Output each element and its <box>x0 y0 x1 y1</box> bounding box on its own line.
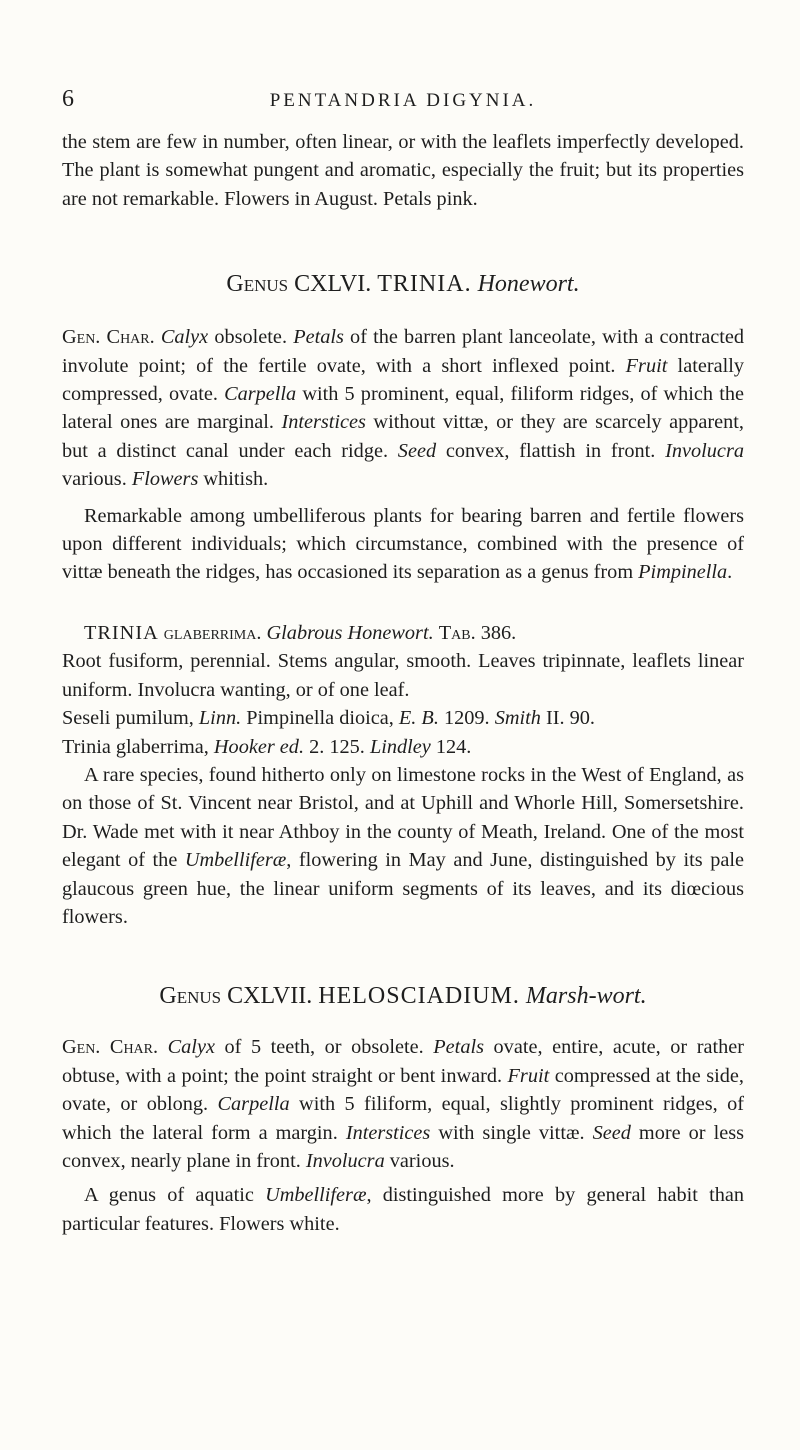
flowers-text: whitish. <box>198 468 269 491</box>
genus-146-label: Genus CXLVI. <box>226 271 372 298</box>
interstices-term: Interstices <box>281 411 366 434</box>
species-description: Root fusiform, perennial. Stems angular, smooth. Leaves tripinnate, leaflets linear uniform. Involucra wanting, or of one leaf. <box>62 650 744 701</box>
synonym-ref: Hooker ed. <box>213 735 305 758</box>
petals-text: of the barren plant lanceolate, with a contracted involute point; of the fertile ovate, with a short inflexed point. <box>62 326 744 377</box>
involucra-text: various. <box>62 468 132 491</box>
remark-text: A genus of aquatic <box>84 1184 266 1207</box>
gen-char-label: Gen. Char. <box>62 1036 159 1059</box>
genus-146-heading <box>62 269 744 299</box>
flowers-term: Flowers <box>131 468 199 491</box>
involucra-term: Involucra <box>305 1149 385 1172</box>
family-name: Umbelliferæ <box>265 1184 367 1207</box>
synonym-text: Seseli pumilum, <box>62 707 199 730</box>
genus-147-heading <box>62 981 744 1011</box>
seed-text: more or less convex, nearly plane in front. <box>62 1121 744 1172</box>
synonym-text: 1209. <box>438 707 495 730</box>
species-epithet: glaberrima. <box>163 621 262 644</box>
interstices-text: without vittæ, or they are scarcely apparent, but a distinct canal under each ridge. <box>62 411 744 462</box>
genus-146-remark <box>62 502 744 587</box>
page-number: 6 <box>62 86 74 112</box>
carpella-text: with 5 filiform, equal, slightly prominent ridges, of which the lateral form a margin. <box>62 1093 744 1144</box>
synonym-text: 2. 125. <box>304 735 370 758</box>
family-name: Umbelliferæ <box>184 849 287 872</box>
calyx-term: Calyx <box>167 1036 215 1059</box>
carpella-term: Carpella <box>217 1093 290 1116</box>
synonym-ref: Smith <box>494 707 541 730</box>
genus-146-common: Honewort. <box>477 271 580 298</box>
synonym-text: Pimpinella dioica, <box>241 707 399 730</box>
genus-147-remark <box>62 1181 744 1238</box>
petals-term: Petals <box>433 1036 484 1059</box>
genus-147-character <box>62 1033 744 1175</box>
seed-term: Seed <box>397 439 437 462</box>
calyx-term: Calyx <box>160 326 209 349</box>
carpella-text: with 5 prominent, equal, filiform ridges, of which the lateral ones are marginal. <box>62 383 744 434</box>
synonym-text: 124. <box>430 735 472 758</box>
genus-146-character <box>62 323 744 493</box>
species-synonyms-2 <box>62 733 744 761</box>
fruit-term: Fruit <box>507 1064 550 1087</box>
synonym-author: Linn. <box>198 707 242 730</box>
remark-text: Remarkable among umbelliferous plants for bearing barren and fertile flowers upon different individuals; which circumstance, combined with the presence of vittæ beneath the ridges, has occasioned its separation as a genus from <box>62 504 744 584</box>
synonym-ref: E. B. <box>398 707 439 730</box>
synonym-text: Trinia glaberrima, <box>62 735 214 758</box>
seed-term: Seed <box>592 1121 631 1144</box>
species-common-name: Glabrous Honewort. <box>266 621 434 644</box>
fruit-text: compressed at the side, ovate, or oblong. <box>62 1064 744 1116</box>
remark-text: , distinguished more by general habit than particular features. Flowers white. <box>62 1184 744 1235</box>
synonym-ref: Lindley <box>369 735 431 758</box>
carpella-term: Carpella <box>224 383 297 406</box>
calyx-text: of 5 teeth, or obsolete. <box>214 1036 434 1059</box>
fruit-text: laterally compressed, ovate. <box>62 354 744 406</box>
genus-147-name: HELOSCIADIUM. <box>318 983 520 1010</box>
fruit-term: Fruit <box>625 354 668 377</box>
remark-end: . <box>727 561 733 584</box>
habitat-text: A rare species, found hitherto only on limestone rocks in the West of England, as on those of St. Vincent near Bristol, and at Uphill and Whorle Hill, Somersetshire. Dr. Wade met with it near Athboy in the county of Meath, Ireland. One of the most elegant of the <box>62 763 744 872</box>
genus-reference: Pimpinella <box>638 561 728 584</box>
involucra-text: various. <box>384 1149 455 1172</box>
seed-text: convex, flattish in front. <box>436 439 666 462</box>
genus-147-label: Genus CXLVII. <box>159 983 313 1010</box>
page-body <box>62 84 744 1238</box>
habitat-text: , flowering in May and June, distinguished by its pale glaucous green hue, the linear uniform segments of its leaves, and its diœcious flowers. <box>62 849 744 928</box>
plate-reference: Tab. 386. <box>438 621 517 644</box>
species-heading <box>62 619 744 647</box>
genus-147-common: Marsh-wort. <box>525 983 647 1010</box>
involucra-term: Involucra <box>665 439 744 462</box>
interstices-text: with single vittæ. <box>430 1121 593 1144</box>
species-synonyms-1 <box>62 704 744 732</box>
genus-146-name: TRINIA. <box>377 271 472 298</box>
running-head: PENTANDRIA DIGYNIA. <box>269 90 537 111</box>
continued-paragraph: the stem are few in number, often linear, or with the leaflets imperfectly developed. The plant is somewhat pungent and aromatic, especially the fruit; but its properties are not remarkable. Flowers in August. Petals pink. <box>62 131 744 210</box>
interstices-term: Interstices <box>345 1121 431 1144</box>
gen-char-label: Gen. Char. <box>62 326 155 349</box>
calyx-text: obsolete. <box>208 326 294 349</box>
synonym-text: II. 90. <box>540 707 595 730</box>
petals-term: Petals <box>293 326 344 349</box>
petals-text: ovate, entire, acute, or rather obtuse, with a point; the point straight or bent inward. <box>62 1036 744 1087</box>
species-habitat <box>62 761 744 931</box>
species-genus: TRINIA <box>84 621 159 644</box>
